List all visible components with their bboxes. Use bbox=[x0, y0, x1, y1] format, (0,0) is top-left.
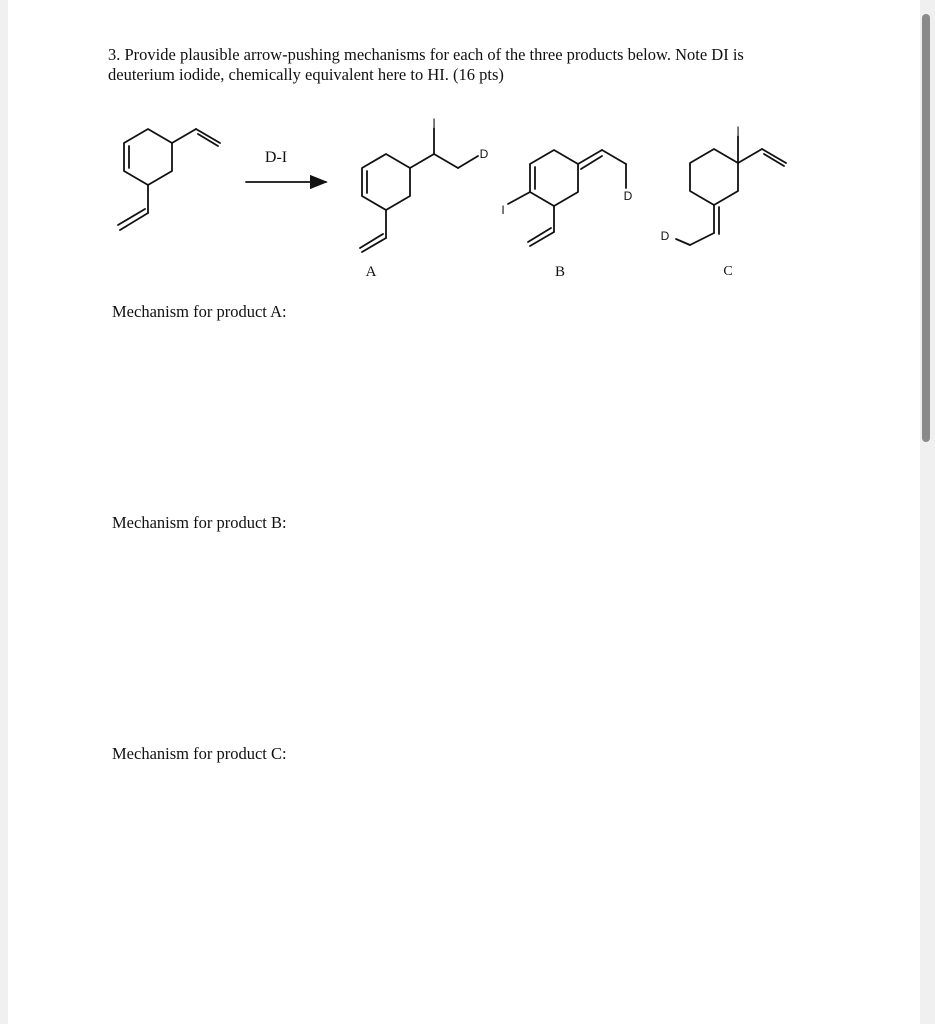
reaction-scheme bbox=[0, 0, 935, 300]
product-b-label: B bbox=[554, 264, 566, 280]
product-c-deuterium-label: D bbox=[660, 229, 670, 243]
product-a-iodine-label: I bbox=[432, 116, 436, 130]
product-a-deuterium-label: D bbox=[479, 147, 489, 161]
mechanism-b-label: Mechanism for product B: bbox=[112, 513, 287, 532]
product-b-structure bbox=[508, 150, 626, 246]
product-c-label: C bbox=[723, 264, 733, 279]
product-c-structure bbox=[676, 136, 786, 245]
mechanism-c-label: Mechanism for product C: bbox=[112, 744, 287, 763]
question-line-1: 3. Provide plausible arrow-pushing mechanisms for each of the three products below. Note DI is bbox=[108, 45, 744, 64]
product-b-deuterium-label: D bbox=[623, 189, 633, 203]
starting-material-structure bbox=[118, 129, 220, 230]
product-c-iodine-label: I bbox=[736, 124, 740, 138]
product-a-structure bbox=[360, 128, 478, 252]
product-a-label: A bbox=[365, 264, 377, 280]
reagent-label: D-I bbox=[264, 149, 288, 166]
product-b-iodine-label: I bbox=[501, 203, 505, 217]
question-line-2: deuterium iodide, chemically equivalent here to HI. (16 pts) bbox=[108, 65, 504, 84]
mechanism-a-label: Mechanism for product A: bbox=[112, 302, 287, 321]
